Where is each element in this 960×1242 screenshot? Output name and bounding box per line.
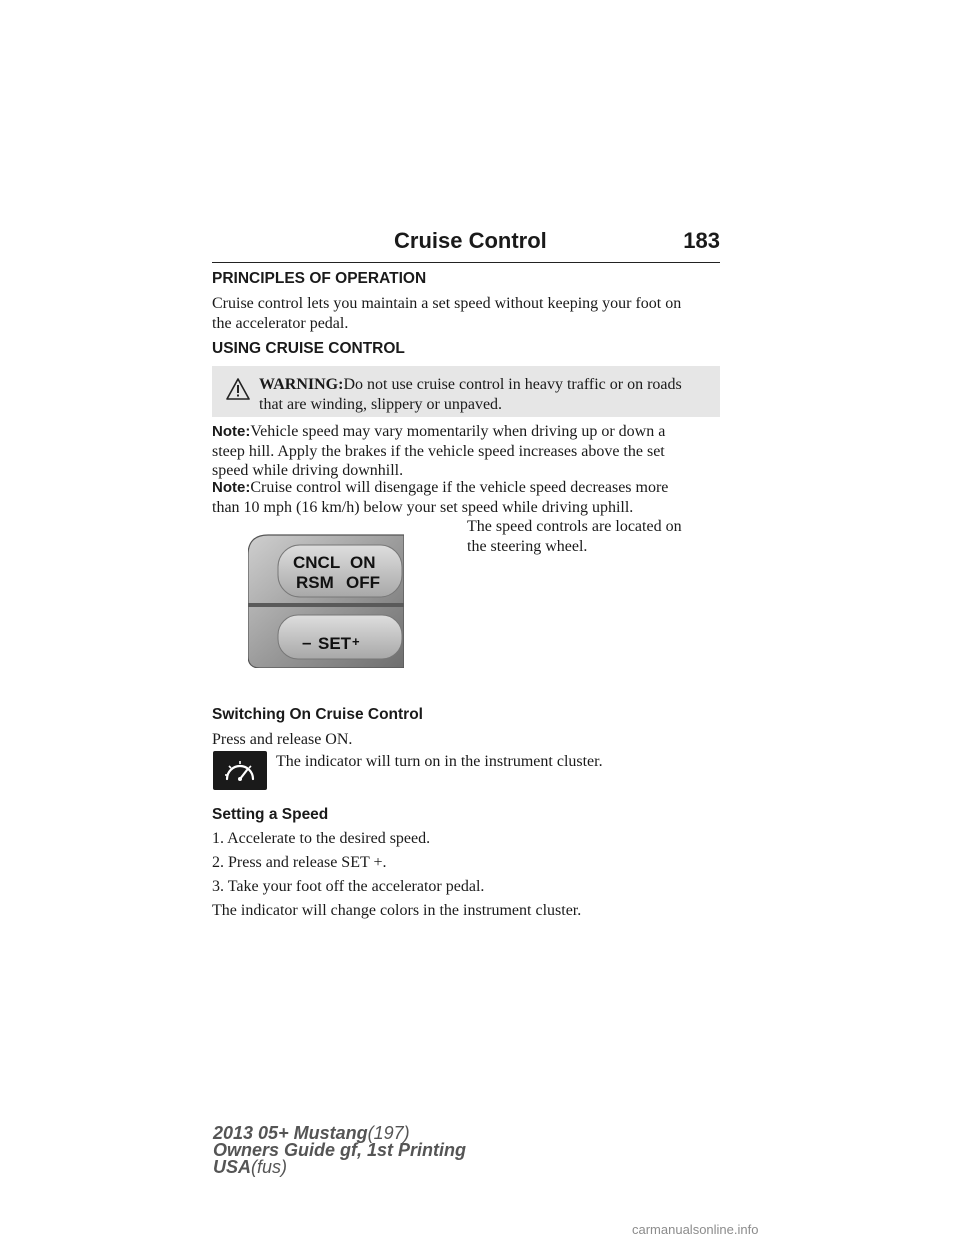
note-1 bbox=[212, 422, 720, 481]
set-label: SET bbox=[318, 634, 352, 653]
step-1: 1. Accelerate to the desired speed. bbox=[212, 830, 431, 847]
note-2 bbox=[212, 478, 720, 517]
note-2-label: Note: bbox=[212, 479, 251, 496]
minus-label: – bbox=[302, 633, 312, 652]
off-label: OFF bbox=[346, 573, 380, 592]
page-header bbox=[212, 228, 720, 263]
cruise-indicator bbox=[213, 751, 267, 790]
footer-market: USA bbox=[213, 1157, 252, 1177]
warning-icon bbox=[226, 378, 250, 400]
warning-line-1: Do not use cruise control in heavy traffic or on roads bbox=[343, 376, 682, 393]
note-2-line-2: than 10 mph (16 km/h) below your set speed while driving uphill. bbox=[212, 498, 634, 516]
note-2-line-1: Cruise control will disengage if the vehicle speed decreases more bbox=[250, 479, 669, 496]
footer-guide: Owners Guide gf, 1st Printing bbox=[213, 1140, 467, 1160]
indicator-text: The indicator will turn on in the instrument cluster. bbox=[276, 753, 603, 770]
footer-model-code: (197) bbox=[367, 1123, 410, 1143]
footer-model: 2013 05+ Mustang bbox=[213, 1123, 368, 1143]
note-1-label: Note: bbox=[212, 423, 251, 440]
warning-text bbox=[259, 375, 714, 415]
steering-wheel-controls-illustration bbox=[248, 531, 404, 668]
setting-heading: Setting a Speed bbox=[212, 806, 329, 823]
note-1-line-1: Vehicle speed may vary momentarily when driving up or down a bbox=[250, 423, 666, 440]
principles-paragraph bbox=[212, 294, 720, 333]
footer-market-code: (fus) bbox=[251, 1157, 288, 1177]
cruise-control-icon bbox=[213, 751, 267, 790]
switching-heading: Switching On Cruise Control bbox=[212, 706, 423, 723]
controls-line-2: the steering wheel. bbox=[467, 537, 588, 555]
warning-line-2: that are winding, slippery or unpaved. bbox=[259, 396, 503, 413]
warning-label: WARNING: bbox=[259, 376, 344, 393]
cncl-label: CNCL bbox=[293, 553, 341, 572]
note-1-line-2: steep hill. Apply the brakes if the vehicle speed increases above the set bbox=[212, 442, 665, 460]
step-3: 3. Take your foot off the accelerator pedal. bbox=[212, 878, 485, 895]
rsm-label: RSM bbox=[296, 573, 334, 592]
step-2: 2. Press and release SET +. bbox=[212, 854, 387, 871]
warning-box bbox=[212, 366, 720, 417]
principles-line-2: the accelerator pedal. bbox=[212, 314, 349, 332]
controls-line-1: The speed controls are located on bbox=[467, 518, 682, 535]
page-title: Cruise Control bbox=[394, 228, 547, 253]
controls-location-text bbox=[467, 517, 727, 556]
setting-after-text: The indicator will change colors in the instrument cluster. bbox=[212, 902, 582, 919]
note-1-line-3: speed while driving downhill. bbox=[212, 462, 404, 479]
document-footer bbox=[213, 1125, 466, 1176]
switching-text: Press and release ON. bbox=[212, 731, 353, 748]
page-number: 183 bbox=[683, 228, 720, 253]
plus-label: + bbox=[352, 634, 360, 649]
on-label: ON bbox=[350, 553, 376, 572]
using-heading: USING CRUISE CONTROL bbox=[212, 340, 405, 357]
principles-line-1: Cruise control lets you maintain a set speed without keeping your foot on bbox=[212, 295, 682, 312]
principles-heading: PRINCIPLES OF OPERATION bbox=[212, 270, 427, 287]
watermark: carmanualsonline.info bbox=[632, 1222, 759, 1237]
